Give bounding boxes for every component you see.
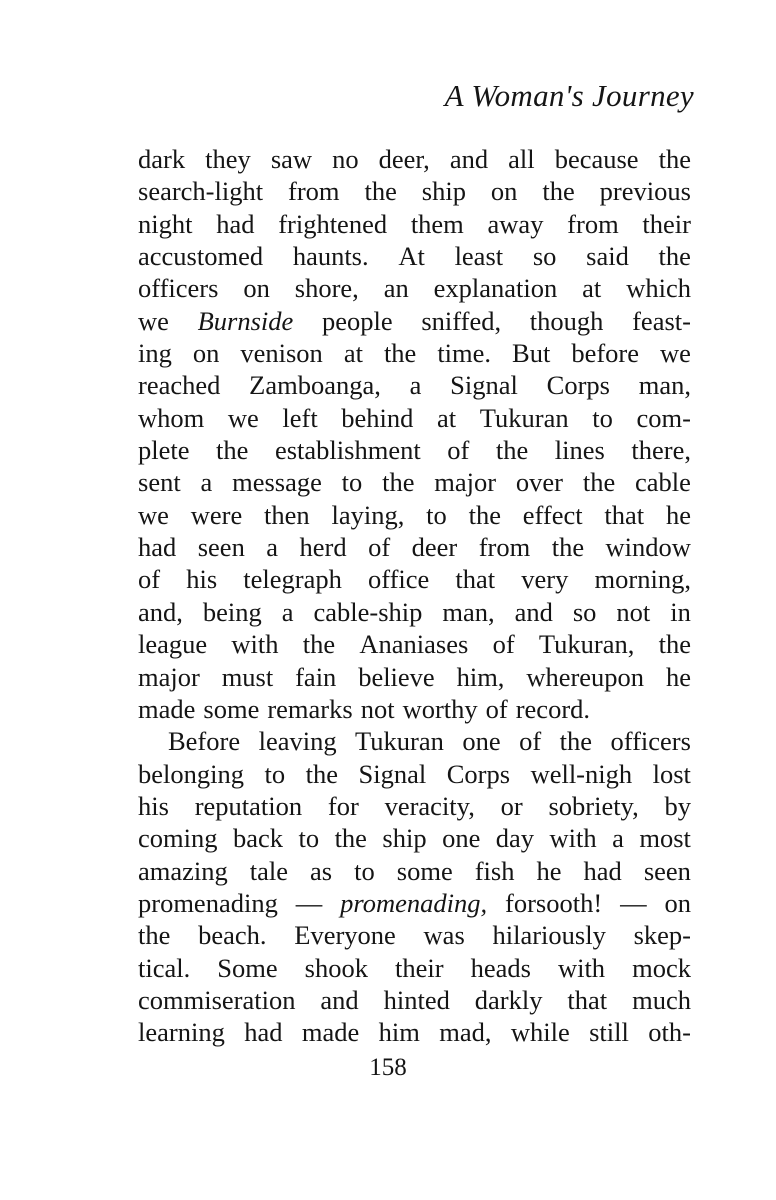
word: fish <box>474 855 515 886</box>
word: reached <box>138 370 221 401</box>
word: ship <box>421 176 466 207</box>
word: which <box>626 273 691 304</box>
word: had <box>244 1017 283 1048</box>
word: the <box>468 499 501 530</box>
word: believe <box>358 661 435 692</box>
word: as <box>310 855 333 886</box>
word: the <box>364 176 397 207</box>
word: officers <box>610 726 691 757</box>
word: very <box>521 564 569 595</box>
word: worthy <box>402 693 478 724</box>
text-line <box>138 531 691 563</box>
word: ship <box>382 823 427 854</box>
word: officers <box>138 273 219 304</box>
text-line <box>138 143 691 175</box>
word: the <box>334 823 367 854</box>
text-line <box>138 855 691 887</box>
word: had <box>138 532 177 563</box>
word: telegraph <box>243 564 342 595</box>
word: in <box>670 596 691 627</box>
word: a <box>612 823 624 854</box>
word: their <box>395 952 444 983</box>
word: the <box>216 435 249 466</box>
word: was <box>423 920 465 951</box>
word: plete <box>138 435 190 466</box>
word: ing <box>138 338 172 369</box>
word: so <box>532 241 557 272</box>
body-text <box>138 143 691 1049</box>
word: left <box>282 402 318 433</box>
word: over <box>515 467 564 498</box>
word: saw <box>270 144 313 174</box>
text-line <box>138 1016 691 1048</box>
word: a <box>266 532 279 563</box>
word: the <box>559 726 593 757</box>
text-line <box>138 596 691 628</box>
word: because <box>554 144 639 174</box>
word: then <box>264 499 310 530</box>
word: shore, <box>294 273 359 304</box>
word: from <box>288 176 340 207</box>
word: whereupon <box>526 661 645 692</box>
word: the <box>138 920 171 951</box>
word: cable <box>635 467 691 498</box>
word: shook <box>304 952 368 983</box>
word: mock <box>632 952 691 983</box>
word: being <box>202 596 262 627</box>
word: to <box>354 855 375 886</box>
word: well-nigh <box>530 758 633 789</box>
text-line <box>138 402 691 434</box>
word: that <box>455 564 496 595</box>
word: we <box>138 305 169 336</box>
word: of <box>447 435 470 466</box>
text-line <box>138 661 691 693</box>
word: his <box>186 564 218 595</box>
word: and, <box>138 596 183 627</box>
word: away <box>487 208 544 239</box>
text-line <box>138 887 691 919</box>
word: mad, <box>439 1017 492 1048</box>
page-number: 158 <box>369 1054 407 1081</box>
word: lines <box>554 435 605 466</box>
word: night <box>138 208 193 239</box>
word: at <box>582 273 602 304</box>
word: Ananiases <box>359 629 469 660</box>
word: laying, <box>331 499 405 530</box>
running-head-title: A Woman's Journey <box>444 78 694 113</box>
word: the <box>542 176 575 207</box>
word: darkly <box>474 984 543 1015</box>
word: — <box>295 887 323 918</box>
word: that <box>604 499 645 530</box>
word: to <box>298 823 320 854</box>
word: promenading, <box>340 887 488 918</box>
word: to <box>264 758 286 789</box>
word: the <box>551 532 585 563</box>
word: the <box>495 435 529 466</box>
word: on <box>192 338 220 369</box>
word: one <box>462 726 501 757</box>
word: at <box>343 338 363 369</box>
word: explanation <box>433 273 558 304</box>
word: from <box>567 208 619 239</box>
word: effect <box>522 499 583 530</box>
word: must <box>221 661 274 692</box>
word: Tukuran, <box>538 629 635 660</box>
word: skep- <box>633 920 691 951</box>
word: belonging <box>138 758 244 789</box>
word: record. <box>515 693 591 724</box>
word: there, <box>631 435 691 466</box>
word: previous <box>599 176 691 207</box>
text-line <box>138 725 691 757</box>
word: leaving <box>258 726 337 757</box>
word: time. <box>437 338 492 369</box>
word: accustomed <box>138 241 264 272</box>
word: forsooth! <box>505 887 603 918</box>
word: so <box>572 596 597 627</box>
word: promenading <box>138 887 278 918</box>
word: lost <box>652 758 691 789</box>
word: Burnside <box>197 305 294 336</box>
word: they <box>205 144 251 174</box>
text-line <box>138 758 691 790</box>
text-line <box>138 499 691 531</box>
word: At <box>398 241 425 272</box>
word: of <box>519 726 542 757</box>
word: the <box>658 629 691 660</box>
word: and <box>514 596 553 627</box>
word: from <box>478 532 531 563</box>
word: venison <box>240 338 323 369</box>
word: man, <box>442 596 495 627</box>
word: he <box>665 661 691 692</box>
text-line <box>138 790 691 822</box>
word: while <box>510 1017 570 1048</box>
word: sent <box>138 467 181 498</box>
word: dark <box>138 144 186 174</box>
word: their <box>642 208 691 239</box>
word: though <box>529 305 604 336</box>
word: a <box>200 467 213 498</box>
text-line <box>138 208 691 240</box>
word: not <box>616 596 651 627</box>
word: to <box>341 467 363 498</box>
word: search-light <box>138 176 264 207</box>
text-line <box>138 693 691 725</box>
word: tale <box>249 855 289 886</box>
word: reputation <box>194 790 303 821</box>
word: learning <box>138 1017 225 1048</box>
text-line <box>138 952 691 984</box>
text-line <box>138 628 691 660</box>
word: Corps <box>446 758 511 789</box>
text-line <box>138 466 691 498</box>
word: for <box>327 790 359 821</box>
word: message <box>232 467 322 498</box>
text-line <box>138 337 691 369</box>
text-line <box>138 563 691 595</box>
word: deer <box>411 532 458 563</box>
word: cable-ship <box>313 596 423 627</box>
word: all <box>508 144 535 174</box>
word: haunts. <box>292 241 369 272</box>
word: the <box>302 629 336 660</box>
word: back <box>232 823 283 854</box>
word: veracity, <box>384 790 475 821</box>
word: hinted <box>383 984 450 1015</box>
word: he <box>536 855 562 886</box>
word: Everyone <box>294 920 396 951</box>
word: Zamboanga, <box>249 370 381 401</box>
word: Tukuran <box>479 402 569 433</box>
word: him <box>378 1017 420 1048</box>
word: league <box>138 629 208 660</box>
word: on <box>664 887 691 918</box>
word: much <box>632 984 691 1015</box>
word: amazing <box>138 855 228 886</box>
word: man, <box>638 370 691 401</box>
word: the <box>305 758 338 789</box>
word: to <box>426 499 447 530</box>
word: were <box>190 499 243 530</box>
word: with <box>549 823 597 854</box>
word: sobriety, <box>548 790 639 821</box>
text-line <box>138 272 691 304</box>
word: beach. <box>198 920 267 951</box>
word: with <box>557 952 606 983</box>
text-line <box>138 369 691 401</box>
word: had <box>216 208 255 239</box>
word: coming <box>138 823 218 854</box>
word: with <box>231 629 279 660</box>
word: frightened <box>278 208 388 239</box>
word: the <box>582 467 616 498</box>
word: on <box>490 176 518 207</box>
word: no <box>332 144 359 174</box>
word: major <box>138 661 200 692</box>
word: made <box>138 693 196 724</box>
word: on <box>243 273 270 304</box>
word: Corps <box>546 370 610 401</box>
word: herd <box>299 532 347 563</box>
word: behind <box>341 402 414 433</box>
word: Some <box>217 952 278 983</box>
word: Tukuran <box>355 726 444 757</box>
word: of <box>368 532 391 563</box>
word: some <box>396 855 453 886</box>
word: made <box>301 1017 360 1048</box>
word: one <box>442 823 481 854</box>
text-line <box>138 919 691 951</box>
word: or <box>500 790 523 821</box>
word: remarks <box>267 693 353 724</box>
word: But <box>512 338 551 369</box>
word: tical. <box>138 952 191 983</box>
text-line <box>138 240 691 272</box>
word: seen <box>643 855 691 886</box>
text-line <box>138 434 691 466</box>
word: people <box>322 305 393 336</box>
word: sniffed, <box>421 305 502 336</box>
word: whom <box>138 402 205 433</box>
word: the <box>658 241 691 272</box>
word: an <box>383 273 409 304</box>
word: still <box>589 1017 629 1048</box>
word: that <box>567 984 608 1015</box>
word: some <box>203 693 260 724</box>
word: by <box>664 790 691 821</box>
text-line <box>138 984 691 1016</box>
word: commiseration <box>138 984 296 1015</box>
word: had <box>583 855 622 886</box>
word: him, <box>456 661 505 692</box>
word: he <box>665 499 691 530</box>
word: the <box>658 144 691 174</box>
word: com- <box>636 402 691 433</box>
word: window <box>605 532 691 563</box>
word: we <box>227 402 259 433</box>
word: hilariously <box>492 920 606 951</box>
word: of <box>138 564 161 595</box>
word: not <box>360 693 395 724</box>
word: at <box>437 402 457 433</box>
word: heads <box>470 952 531 983</box>
word: before <box>571 338 640 369</box>
word: a <box>409 370 422 401</box>
word: morning, <box>594 564 691 595</box>
word: deer, <box>378 144 430 174</box>
text-line <box>138 305 691 337</box>
word: establishment <box>274 435 421 466</box>
word: the <box>382 467 415 498</box>
word: day <box>495 823 535 854</box>
word: we <box>660 338 691 369</box>
word: and <box>449 144 489 174</box>
word: most <box>639 823 691 854</box>
text-line <box>138 175 691 207</box>
word: we <box>138 499 169 530</box>
word: said <box>586 241 629 272</box>
word: oth- <box>648 1017 691 1048</box>
word: Signal <box>450 370 518 401</box>
word: feast- <box>632 305 691 336</box>
word: and <box>320 984 359 1015</box>
word: them <box>410 208 464 239</box>
word: fain <box>295 661 337 692</box>
word: his <box>138 790 169 821</box>
word: seen <box>197 532 245 563</box>
word: a <box>281 596 294 627</box>
word: major <box>434 467 497 498</box>
word: of <box>492 629 515 660</box>
word: office <box>367 564 430 595</box>
word: Before <box>168 726 241 757</box>
word: — <box>620 887 647 918</box>
word: the <box>383 338 417 369</box>
text-line <box>138 822 691 854</box>
word: of <box>485 693 508 724</box>
word: Signal <box>358 758 427 789</box>
word: to <box>592 402 613 433</box>
word: least <box>454 241 504 272</box>
